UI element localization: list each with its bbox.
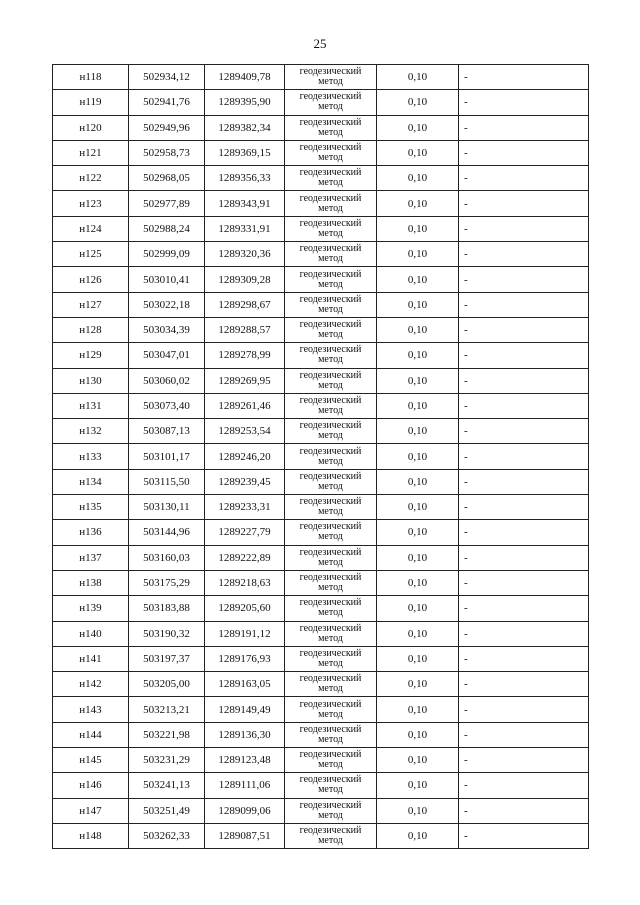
- x-coordinate-cell: 502988,24: [129, 216, 205, 241]
- page-number: 25: [313, 36, 327, 51]
- x-coordinate-cell: 502949,96: [129, 115, 205, 140]
- method-line-2: метод: [318, 202, 343, 214]
- table-row: [53, 444, 589, 469]
- method-cell: [285, 115, 377, 140]
- note-cell: -: [459, 368, 589, 393]
- point-id-cell: н147: [53, 798, 129, 823]
- y-coordinate-cell: 1289227,79: [205, 520, 285, 545]
- note-cell: -: [459, 444, 589, 469]
- table-row: [53, 495, 589, 520]
- note-cell: -: [459, 267, 589, 292]
- table-row: [53, 242, 589, 267]
- method-cell: [285, 570, 377, 595]
- accuracy-cell: 0,10: [377, 242, 459, 267]
- x-coordinate-cell: 503047,01: [129, 343, 205, 368]
- table-row: [53, 140, 589, 165]
- method-cell: [285, 65, 377, 90]
- method-cell: [285, 393, 377, 418]
- note-cell: -: [459, 798, 589, 823]
- accuracy-cell: 0,10: [377, 596, 459, 621]
- note-cell: -: [459, 343, 589, 368]
- x-coordinate-cell: 503073,40: [129, 393, 205, 418]
- method-cell: [285, 292, 377, 317]
- note-cell: -: [459, 823, 589, 848]
- method-line-1: геодезический: [299, 395, 362, 406]
- y-coordinate-cell: 1289191,12: [205, 621, 285, 646]
- table-row: [53, 419, 589, 444]
- method-line-2: метод: [318, 556, 343, 568]
- accuracy-cell: 0,10: [377, 672, 459, 697]
- method-line-1: геодезический: [299, 420, 362, 432]
- method-line-1: геодезический: [299, 91, 362, 103]
- method-line-1: геодезический: [299, 698, 362, 710]
- note-cell: -: [459, 570, 589, 595]
- table-row: [53, 596, 589, 621]
- method-cell: [285, 722, 377, 747]
- table-row: [53, 115, 589, 140]
- x-coordinate-cell: 503160,03: [129, 545, 205, 570]
- x-coordinate-cell: 503034,39: [129, 317, 205, 342]
- method-line-2: метод: [318, 809, 343, 821]
- method-line-1: геодезический: [299, 774, 362, 786]
- accuracy-cell: 0,10: [377, 140, 459, 165]
- x-coordinate-cell: 503221,98: [129, 722, 205, 747]
- accuracy-cell: 0,10: [377, 419, 459, 444]
- y-coordinate-cell: 1289278,99: [205, 343, 285, 368]
- x-coordinate-cell: 503251,49: [129, 798, 205, 823]
- note-cell: -: [459, 646, 589, 671]
- method-cell: [285, 343, 377, 368]
- table-row: [53, 343, 589, 368]
- note-cell: -: [459, 166, 589, 191]
- accuracy-cell: 0,10: [377, 65, 459, 90]
- method-cell: [285, 140, 377, 165]
- method-line-2: метод: [318, 784, 343, 796]
- accuracy-cell: 0,10: [377, 343, 459, 368]
- method-line-1: геодезический: [299, 319, 362, 331]
- y-coordinate-cell: 1289239,45: [205, 469, 285, 494]
- method-line-1: геодезический: [299, 66, 362, 78]
- x-coordinate-cell: 503144,96: [129, 520, 205, 545]
- method-cell: [285, 748, 377, 773]
- table-row: [53, 621, 589, 646]
- note-cell: -: [459, 748, 589, 773]
- point-id-cell: н146: [53, 773, 129, 798]
- y-coordinate-cell: 1289269,95: [205, 368, 285, 393]
- x-coordinate-cell: 502968,05: [129, 166, 205, 191]
- table-row: [53, 317, 589, 342]
- point-id-cell: н125: [53, 242, 129, 267]
- method-line-1: геодезический: [299, 749, 362, 761]
- method-line-2: метод: [318, 101, 343, 113]
- note-cell: -: [459, 393, 589, 418]
- accuracy-cell: 0,10: [377, 393, 459, 418]
- table-row: [53, 823, 589, 848]
- x-coordinate-cell: 503205,00: [129, 672, 205, 697]
- accuracy-cell: 0,10: [377, 520, 459, 545]
- method-line-2: метод: [318, 76, 343, 88]
- method-line-1: геодезический: [299, 268, 362, 280]
- accuracy-cell: 0,10: [377, 368, 459, 393]
- y-coordinate-cell: 1289343,91: [205, 191, 285, 216]
- accuracy-cell: 0,10: [377, 798, 459, 823]
- y-coordinate-cell: 1289087,51: [205, 823, 285, 848]
- method-line-2: метод: [318, 683, 343, 695]
- method-cell: [285, 242, 377, 267]
- table-row: [53, 520, 589, 545]
- note-cell: -: [459, 545, 589, 570]
- method-line-2: метод: [318, 632, 343, 644]
- method-line-1: геодезический: [299, 622, 362, 634]
- x-coordinate-cell: 502958,73: [129, 140, 205, 165]
- method-cell: [285, 90, 377, 115]
- method-line-1: геодезический: [299, 243, 362, 255]
- method-cell: [285, 267, 377, 292]
- point-id-cell: н141: [53, 646, 129, 671]
- x-coordinate-cell: 503175,29: [129, 570, 205, 595]
- method-line-2: метод: [318, 405, 343, 416]
- note-cell: -: [459, 90, 589, 115]
- method-line-1: геодезический: [299, 825, 362, 837]
- x-coordinate-cell: 503183,88: [129, 596, 205, 621]
- x-coordinate-cell: 503087,13: [129, 419, 205, 444]
- y-coordinate-cell: 1289288,57: [205, 317, 285, 342]
- method-line-2: метод: [318, 759, 343, 771]
- accuracy-cell: 0,10: [377, 773, 459, 798]
- point-id-cell: н135: [53, 495, 129, 520]
- point-id-cell: н124: [53, 216, 129, 241]
- x-coordinate-cell: 503010,41: [129, 267, 205, 292]
- point-id-cell: н133: [53, 444, 129, 469]
- method-line-2: метод: [318, 708, 343, 720]
- y-coordinate-cell: 1289222,89: [205, 545, 285, 570]
- method-line-2: метод: [318, 506, 343, 518]
- point-id-cell: н134: [53, 469, 129, 494]
- table-row: [53, 697, 589, 722]
- x-coordinate-cell: 503190,32: [129, 621, 205, 646]
- x-coordinate-cell: 503262,33: [129, 823, 205, 848]
- note-cell: -: [459, 672, 589, 697]
- table-row: [53, 773, 589, 798]
- y-coordinate-cell: 1289395,90: [205, 90, 285, 115]
- accuracy-cell: 0,10: [377, 570, 459, 595]
- y-coordinate-cell: 1289136,30: [205, 722, 285, 747]
- method-line-1: геодезический: [299, 597, 362, 609]
- point-id-cell: н144: [53, 722, 129, 747]
- y-coordinate-cell: 1289205,60: [205, 596, 285, 621]
- accuracy-cell: 0,10: [377, 469, 459, 494]
- accuracy-cell: 0,10: [377, 292, 459, 317]
- method-cell: [285, 621, 377, 646]
- accuracy-cell: 0,10: [377, 545, 459, 570]
- method-line-1: геодезический: [299, 445, 362, 457]
- table-row: [53, 65, 589, 90]
- method-line-1: геодезический: [299, 723, 362, 735]
- method-line-1: геодезический: [299, 673, 362, 685]
- coordinates-table-body: [53, 65, 589, 849]
- method-cell: [285, 646, 377, 671]
- method-line-2: метод: [318, 379, 343, 391]
- method-cell: [285, 520, 377, 545]
- x-coordinate-cell: 503231,29: [129, 748, 205, 773]
- y-coordinate-cell: 1289369,15: [205, 140, 285, 165]
- method-cell: [285, 798, 377, 823]
- method-line-2: метод: [318, 480, 343, 492]
- method-line-2: метод: [318, 303, 343, 315]
- method-line-2: метод: [318, 152, 343, 164]
- method-line-1: геодезический: [299, 142, 362, 154]
- accuracy-cell: 0,10: [377, 823, 459, 848]
- y-coordinate-cell: 1289246,20: [205, 444, 285, 469]
- method-line-1: геодезический: [299, 116, 362, 128]
- note-cell: -: [459, 140, 589, 165]
- x-coordinate-cell: 503115,50: [129, 469, 205, 494]
- point-id-cell: н145: [53, 748, 129, 773]
- accuracy-cell: 0,10: [377, 267, 459, 292]
- method-cell: [285, 545, 377, 570]
- point-id-cell: н140: [53, 621, 129, 646]
- y-coordinate-cell: 1289409,78: [205, 65, 285, 90]
- point-id-cell: н123: [53, 191, 129, 216]
- x-coordinate-cell: 503130,11: [129, 495, 205, 520]
- accuracy-cell: 0,10: [377, 697, 459, 722]
- point-id-cell: н118: [53, 65, 129, 90]
- accuracy-cell: 0,10: [377, 166, 459, 191]
- method-cell: [285, 697, 377, 722]
- y-coordinate-cell: 1289331,91: [205, 216, 285, 241]
- table-row: [53, 748, 589, 773]
- method-line-1: геодезический: [299, 344, 362, 356]
- point-id-cell: н138: [53, 570, 129, 595]
- x-coordinate-cell: 503022,18: [129, 292, 205, 317]
- note-cell: -: [459, 292, 589, 317]
- y-coordinate-cell: 1289309,28: [205, 267, 285, 292]
- x-coordinate-cell: 503197,37: [129, 646, 205, 671]
- x-coordinate-cell: 503241,13: [129, 773, 205, 798]
- method-line-1: геодезический: [299, 521, 362, 533]
- point-id-cell: н128: [53, 317, 129, 342]
- table-row: [53, 798, 589, 823]
- method-line-1: геодезический: [299, 546, 362, 558]
- method-line-2: метод: [318, 835, 343, 847]
- method-cell: [285, 469, 377, 494]
- point-id-cell: н126: [53, 267, 129, 292]
- method-cell: [285, 823, 377, 848]
- method-line-1: геодезический: [299, 293, 362, 305]
- x-coordinate-cell: 502934,12: [129, 65, 205, 90]
- point-id-cell: н122: [53, 166, 129, 191]
- y-coordinate-cell: 1289320,36: [205, 242, 285, 267]
- method-line-1: геодезический: [299, 167, 362, 179]
- method-line-2: метод: [318, 278, 343, 290]
- x-coordinate-cell: 503101,17: [129, 444, 205, 469]
- point-id-cell: н143: [53, 697, 129, 722]
- point-id-cell: н119: [53, 90, 129, 115]
- method-cell: [285, 773, 377, 798]
- method-line-1: геодезический: [299, 496, 362, 508]
- note-cell: -: [459, 520, 589, 545]
- table-row: [53, 368, 589, 393]
- table-row: [53, 570, 589, 595]
- method-line-2: метод: [318, 657, 343, 669]
- note-cell: -: [459, 419, 589, 444]
- y-coordinate-cell: 1289123,48: [205, 748, 285, 773]
- accuracy-cell: 0,10: [377, 115, 459, 140]
- table-row: [53, 672, 589, 697]
- accuracy-cell: 0,10: [377, 216, 459, 241]
- method-line-1: геодезический: [299, 647, 362, 659]
- note-cell: -: [459, 722, 589, 747]
- method-cell: [285, 368, 377, 393]
- point-id-cell: н132: [53, 419, 129, 444]
- method-line-1: геодезический: [299, 799, 362, 811]
- x-coordinate-cell: 502941,76: [129, 90, 205, 115]
- point-id-cell: н121: [53, 140, 129, 165]
- accuracy-cell: 0,10: [377, 722, 459, 747]
- table-row: [53, 216, 589, 241]
- point-id-cell: н148: [53, 823, 129, 848]
- y-coordinate-cell: 1289298,67: [205, 292, 285, 317]
- accuracy-cell: 0,10: [377, 495, 459, 520]
- note-cell: -: [459, 216, 589, 241]
- note-cell: -: [459, 65, 589, 90]
- x-coordinate-cell: 502999,09: [129, 242, 205, 267]
- y-coordinate-cell: 1289176,93: [205, 646, 285, 671]
- method-cell: [285, 672, 377, 697]
- note-cell: -: [459, 242, 589, 267]
- x-coordinate-cell: 503213,21: [129, 697, 205, 722]
- y-coordinate-cell: 1289111,06: [205, 773, 285, 798]
- method-line-2: метод: [318, 455, 343, 467]
- y-coordinate-cell: 1289261,46: [205, 393, 285, 418]
- method-cell: [285, 419, 377, 444]
- accuracy-cell: 0,10: [377, 444, 459, 469]
- accuracy-cell: 0,10: [377, 621, 459, 646]
- note-cell: -: [459, 697, 589, 722]
- y-coordinate-cell: 1289356,33: [205, 166, 285, 191]
- point-id-cell: н129: [53, 343, 129, 368]
- note-cell: -: [459, 621, 589, 646]
- point-id-cell: н142: [53, 672, 129, 697]
- method-cell: [285, 495, 377, 520]
- table-row: [53, 292, 589, 317]
- table-row: [53, 166, 589, 191]
- table-row: [53, 469, 589, 494]
- accuracy-cell: 0,10: [377, 646, 459, 671]
- table-row: [53, 90, 589, 115]
- y-coordinate-cell: 1289382,34: [205, 115, 285, 140]
- point-id-cell: н139: [53, 596, 129, 621]
- table-row: [53, 191, 589, 216]
- method-line-2: метод: [318, 607, 343, 619]
- method-line-2: метод: [318, 430, 343, 442]
- table-row: [53, 545, 589, 570]
- note-cell: -: [459, 191, 589, 216]
- method-cell: [285, 317, 377, 342]
- method-line-1: геодезический: [299, 369, 362, 381]
- method-line-1: геодезический: [299, 572, 362, 584]
- table-row: [53, 646, 589, 671]
- note-cell: -: [459, 469, 589, 494]
- note-cell: -: [459, 773, 589, 798]
- point-id-cell: н130: [53, 368, 129, 393]
- note-cell: -: [459, 317, 589, 342]
- method-line-2: метод: [318, 227, 343, 239]
- method-line-1: геодезический: [299, 470, 362, 482]
- point-id-cell: н120: [53, 115, 129, 140]
- y-coordinate-cell: 1289218,63: [205, 570, 285, 595]
- table-row: [53, 267, 589, 292]
- y-coordinate-cell: 1289253,54: [205, 419, 285, 444]
- method-line-2: метод: [318, 354, 343, 366]
- y-coordinate-cell: 1289163,05: [205, 672, 285, 697]
- y-coordinate-cell: 1289099,06: [205, 798, 285, 823]
- method-line-2: метод: [318, 733, 343, 745]
- point-id-cell: н131: [53, 393, 129, 418]
- note-cell: -: [459, 495, 589, 520]
- accuracy-cell: 0,10: [377, 90, 459, 115]
- table-row: [53, 393, 589, 418]
- y-coordinate-cell: 1289233,31: [205, 495, 285, 520]
- x-coordinate-cell: 503060,02: [129, 368, 205, 393]
- method-line-2: метод: [318, 126, 343, 138]
- method-line-2: метод: [318, 329, 343, 341]
- method-line-1: геодезический: [299, 192, 362, 204]
- accuracy-cell: 0,10: [377, 191, 459, 216]
- method-line-2: метод: [318, 177, 343, 189]
- table-row: [53, 722, 589, 747]
- method-cell: [285, 216, 377, 241]
- point-id-cell: н136: [53, 520, 129, 545]
- coordinates-table: [52, 64, 589, 849]
- note-cell: -: [459, 115, 589, 140]
- method-line-1: геодезический: [299, 217, 362, 229]
- method-cell: [285, 191, 377, 216]
- method-line-2: метод: [318, 531, 343, 543]
- method-cell: [285, 444, 377, 469]
- x-coordinate-cell: 502977,89: [129, 191, 205, 216]
- method-line-2: метод: [318, 253, 343, 265]
- note-cell: -: [459, 596, 589, 621]
- accuracy-cell: 0,10: [377, 748, 459, 773]
- method-cell: [285, 166, 377, 191]
- accuracy-cell: 0,10: [377, 317, 459, 342]
- y-coordinate-cell: 1289149,49: [205, 697, 285, 722]
- point-id-cell: н137: [53, 545, 129, 570]
- point-id-cell: н127: [53, 292, 129, 317]
- method-line-2: метод: [318, 582, 343, 594]
- method-cell: [285, 596, 377, 621]
